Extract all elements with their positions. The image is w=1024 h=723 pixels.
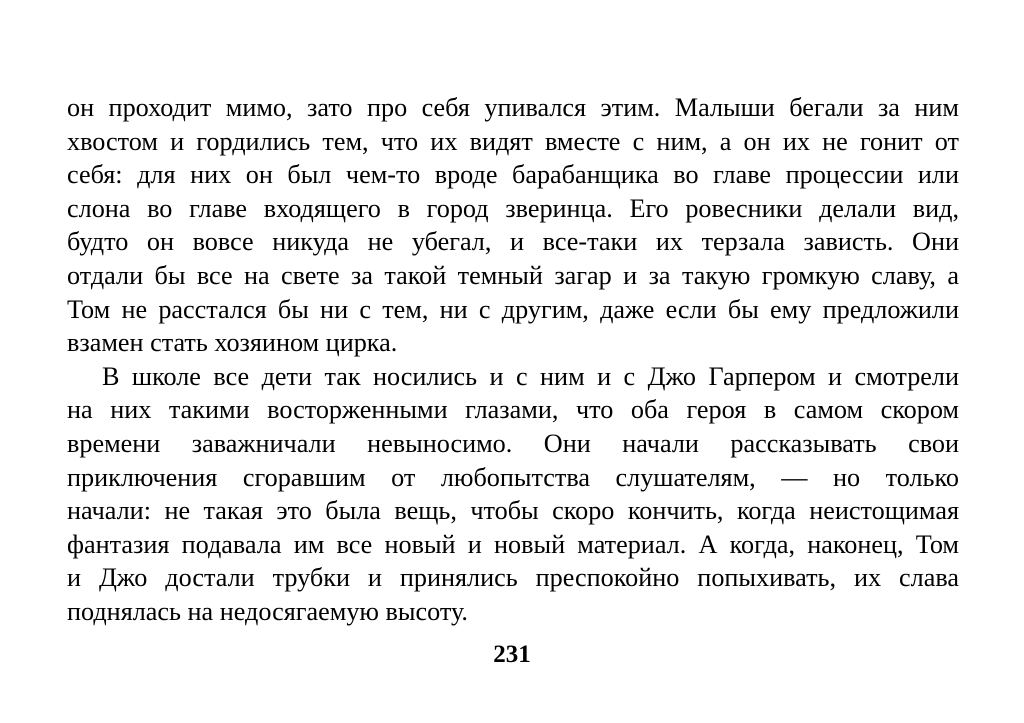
- text-line: на них такими восторженными глазами, что оба героя в самом скором: [67, 395, 959, 425]
- text-line: слона во главе входящего в город зверинца. Его ровесники делали вид,: [67, 193, 959, 223]
- text-line: поднялась на недосягаемую высоту.: [67, 596, 468, 626]
- text-line: будто он вовсе никуда не убегал, и все-таки их терзала зависть. Они: [67, 227, 959, 257]
- text-line: себя: для них он был чем-то вроде барабанщика во главе процессии или: [67, 160, 959, 190]
- text-line: взамен стать хозяином цирка.: [67, 328, 398, 358]
- text-line: отдали бы все на свете за такой темный загар и за такую громкую славу, а: [67, 260, 959, 290]
- text-line: приключения сгоравшим от любопытства слушателям, — но только: [67, 462, 959, 492]
- text-line: и Джо достали трубки и принялись преспокойно попыхивать, их слава: [67, 563, 959, 593]
- text-line: Том не расстался бы ни с тем, ни с другим, даже если бы ему предложили: [67, 294, 959, 324]
- body-text: [67, 91, 959, 629]
- page-number: 231: [493, 641, 531, 668]
- text-line: фантазия подавала им все новый и новый материал. А когда, наконец, Том: [67, 529, 959, 559]
- text-line: времени заважничали невыносимо. Они начали рассказывать свои: [67, 428, 959, 458]
- text-line: В школе все дети так носились и с ним и с Джо Гарпером и смотрели: [102, 361, 959, 391]
- text-line: начали: не такая это была вещь, чтобы скоро кончить, когда неистощимая: [67, 496, 959, 526]
- text-line: хвостом и гордились тем, что их видят вместе с ним, а он их не гонит от: [67, 126, 959, 156]
- text-line: он проходит мимо, зато про себя упивался этим. Малыши бегали за ним: [67, 93, 959, 122]
